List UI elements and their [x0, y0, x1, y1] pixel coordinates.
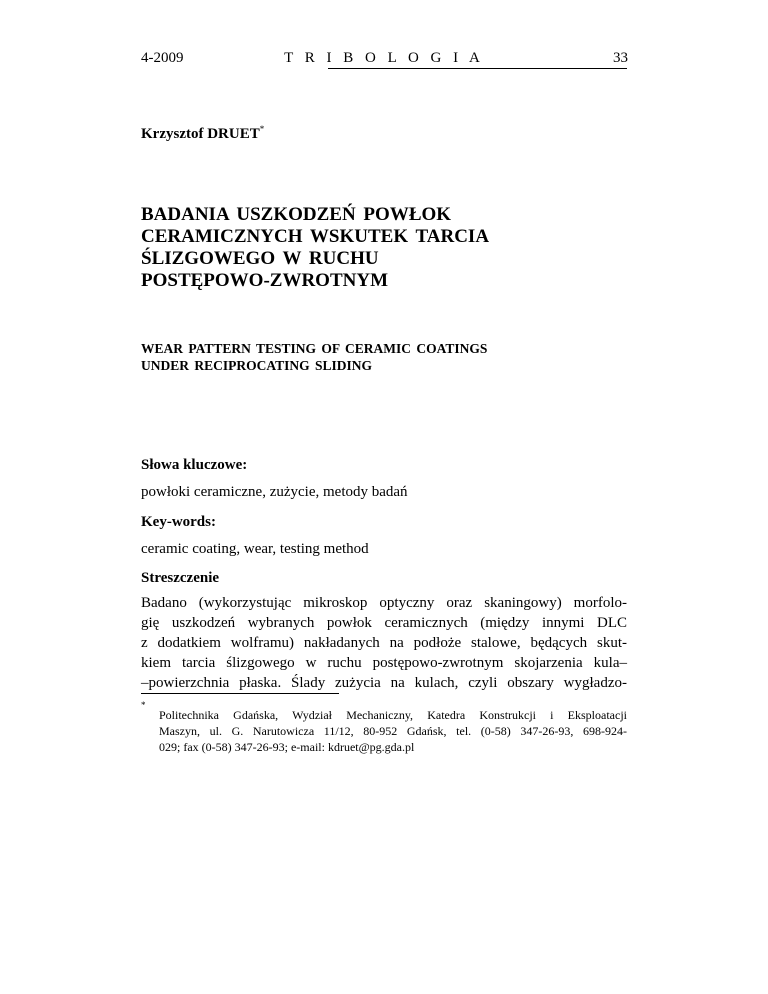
footnote-rule: [141, 693, 339, 694]
abstract-line: Badano (wykorzystując mikroskop optyczny oraz skaningowy) morfolo-: [141, 595, 627, 611]
keywords-polish-text: powłoki ceramiczne, zużycie, metody badań: [141, 484, 408, 500]
title-english-line: UNDER RECIPROCATING SLIDING: [141, 358, 373, 373]
author-line: [141, 124, 264, 143]
abstract-line: kiem tarcia ślizgowego w ruchu postępowo-zwrotnym skojarzenia kula–: [141, 655, 627, 671]
title-polish-line: BADANIA USZKODZEŃ POWŁOK: [141, 204, 452, 225]
footnote-line: 029; fax (0-58) 347-26-93; e-mail: kdruet@pg.gda.pl: [159, 740, 415, 754]
author-name: Krzysztof DRUET: [141, 126, 260, 142]
abstract-body: [141, 593, 627, 693]
issue-number: 4-2009: [141, 50, 184, 66]
title-polish-line: ŚLIZGOWEGO W RUCHU: [141, 248, 379, 269]
title-polish-line: CERAMICZNYCH WSKUTEK TARCIA: [141, 226, 490, 247]
abstract-line: –powierzchnia płaska. Ślady zużycia na kulach, czyli obszary wygładzo-: [141, 675, 627, 691]
abstract-heading: Streszczenie: [141, 570, 220, 586]
keywords-polish-heading: Słowa kluczowe:: [141, 457, 248, 473]
author-footnote-mark: *: [259, 124, 265, 134]
title-english: [141, 340, 621, 374]
page-number: 33: [613, 50, 628, 66]
keywords-english-text: ceramic coating, wear, testing method: [141, 541, 369, 557]
keywords-english-heading: Key-words:: [141, 514, 216, 530]
footnote-line: Politechnika Gdańska, Wydział Mechaniczny, Katedra Konstrukcji i Eksploatacji: [159, 708, 627, 722]
footnote-mark: *: [141, 700, 146, 710]
header-rule: [328, 68, 627, 69]
abstract-line: z dodatkiem wolframu) nakładanych na podłoże stalowe, będących skut-: [141, 635, 627, 651]
abstract-line: gię uszkodzeń wybranych powłok ceramicznych (między innymi DLC: [141, 615, 627, 631]
journal-name: T R I B O L O G I A: [284, 50, 484, 66]
title-english-line: WEAR PATTERN TESTING OF CERAMIC COATINGS: [141, 341, 488, 356]
title-polish-line: POSTĘPOWO-ZWROTNYM: [141, 270, 389, 291]
title-polish: [141, 204, 621, 292]
footnote-line: Maszyn, ul. G. Narutowicza 11/12, 80-952 Gdańsk, tel. (0-58) 347-26-93, 698-924-: [159, 724, 627, 738]
footnote-text: [159, 707, 627, 755]
